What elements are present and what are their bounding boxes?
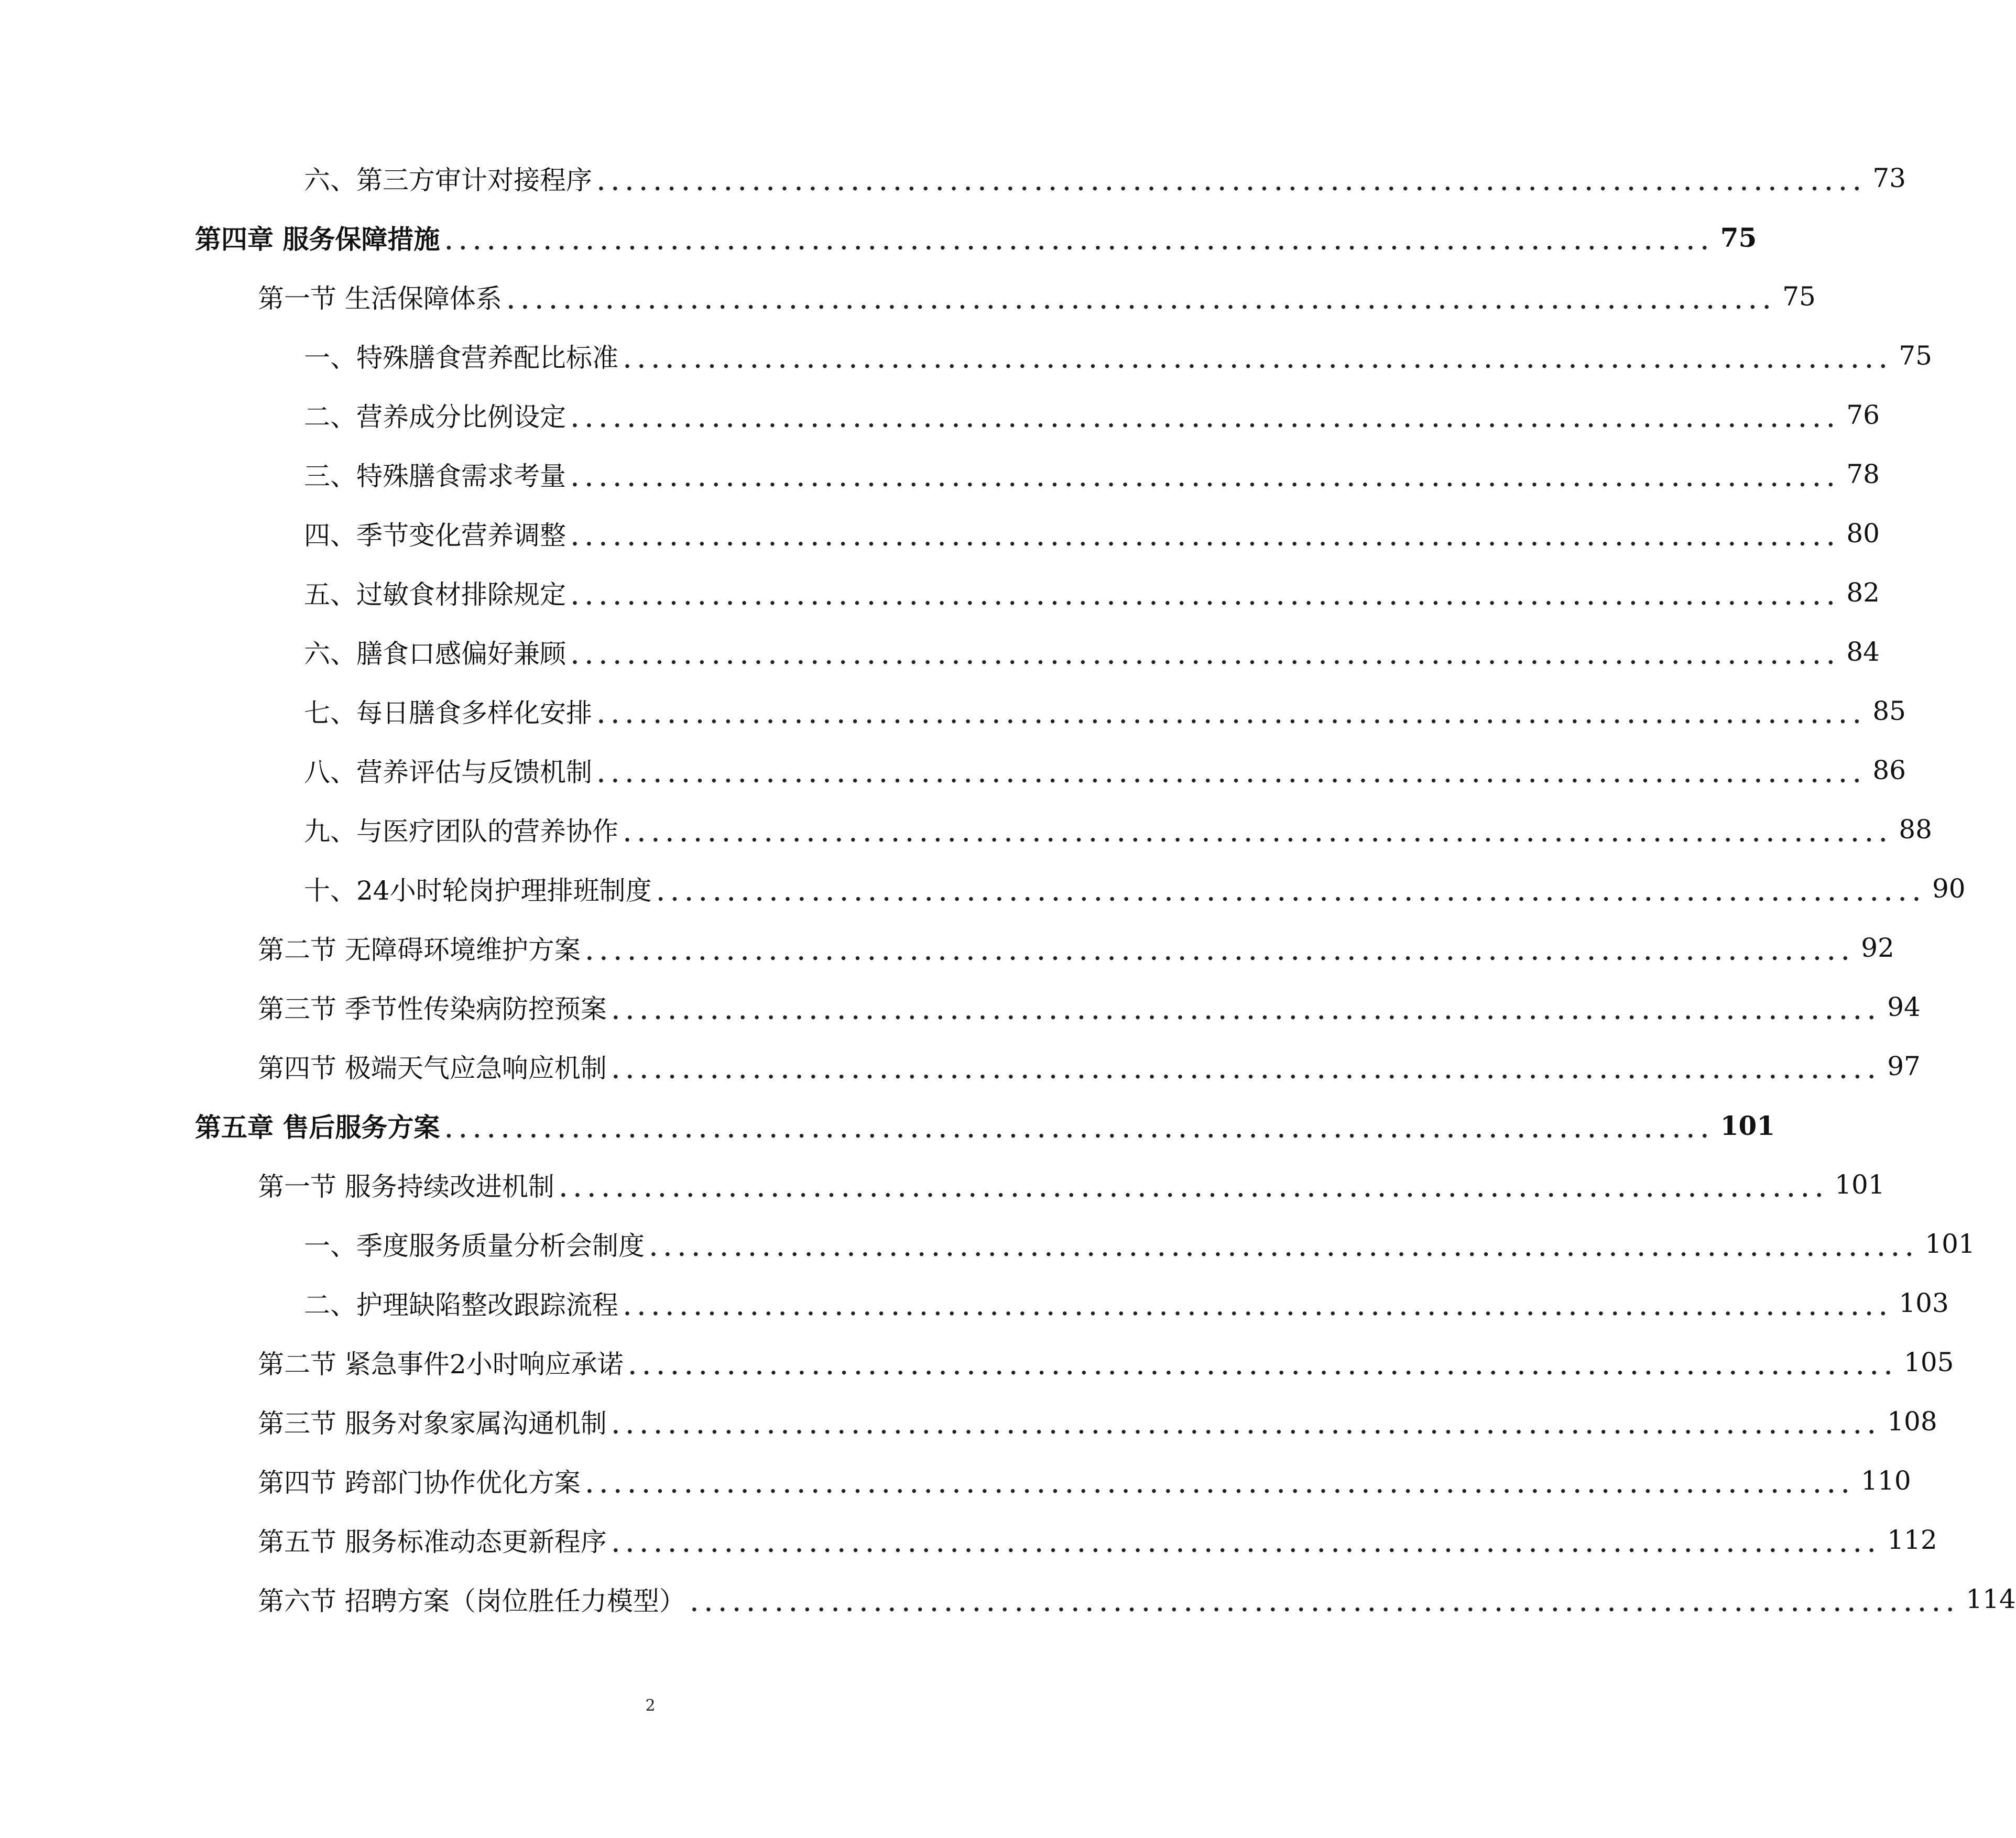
toc-entry-title: 十、24小时轮岗护理排班制度 xyxy=(304,876,652,906)
toc-dot-leader: .......................................................................................... xyxy=(624,1296,1894,1320)
toc-entry-title: 三、特殊膳食需求考量 xyxy=(304,461,566,491)
toc-entry-title: 第五章 售后服务方案 xyxy=(195,1112,440,1143)
toc-entry-title: 第三节 季节性传染病防控预案 xyxy=(258,994,607,1024)
toc-entry-title: 六、膳食口感偏好兼顾 xyxy=(304,639,566,669)
toc-entry-title: 四、季节变化营养调整 xyxy=(304,520,566,551)
toc-entry-section[interactable] xyxy=(258,1578,2016,1620)
toc-entry-page: 80 xyxy=(1846,518,1880,549)
toc-entry-page: 73 xyxy=(1872,163,1906,193)
toc-entry-section[interactable] xyxy=(258,1519,1937,1561)
toc-entry-page: 84 xyxy=(1846,637,1880,667)
toc-entry-title: 二、护理缺陷整改跟踪流程 xyxy=(304,1290,618,1320)
toc-dot-leader: .......................................................................................... xyxy=(690,1592,1961,1616)
toc-entry-title: 第四节 极端天气应急响应机制 xyxy=(258,1053,607,1084)
toc-entry-title: 第三节 服务对象家属沟通机制 xyxy=(258,1408,607,1439)
toc-dot-leader: .......................................................................................... xyxy=(628,1355,1899,1380)
toc-entry-page: 85 xyxy=(1872,696,1906,726)
toc-entry-page: 78 xyxy=(1846,459,1880,489)
toc-dot-leader: .......................................................................................... xyxy=(597,171,1868,195)
toc-entry[interactable] xyxy=(304,394,1880,436)
toc-entry-title: 七、每日膳食多样化安排 xyxy=(304,698,592,728)
toc-entry-title: 六、第三方审计对接程序 xyxy=(304,165,592,195)
toc-entry-chapter[interactable] xyxy=(195,216,1757,258)
toc-entry[interactable] xyxy=(304,1282,1949,1324)
toc-dot-leader: .......................................................................................... xyxy=(597,763,1868,787)
toc-entry[interactable] xyxy=(304,631,1880,673)
toc-dot-leader: .......................................................................................... xyxy=(624,822,1894,847)
toc-entry[interactable] xyxy=(304,1223,1975,1265)
toc-entry-section[interactable] xyxy=(258,927,1894,969)
toc-entry-page: 76 xyxy=(1846,400,1880,430)
toc-dot-leader: .......................................................................................... xyxy=(612,1059,1882,1084)
toc-dot-leader: .......................................................................................... xyxy=(585,940,1856,965)
toc-dot-leader: .......................................................................................... xyxy=(445,1118,1715,1143)
toc-entry-title: 第二节 紧急事件2小时响应承诺 xyxy=(258,1349,624,1380)
toc-entry[interactable] xyxy=(304,335,1932,377)
toc-entry-page: 82 xyxy=(1846,577,1880,608)
toc-dot-leader: .......................................................................................... xyxy=(507,289,1778,314)
toc-dot-leader: .......................................................................................... xyxy=(571,526,1841,551)
toc-entry-page: 75 xyxy=(1899,341,1932,371)
toc-entry[interactable] xyxy=(304,572,1880,614)
toc-entry-title: 第一节 生活保障体系 xyxy=(258,283,502,314)
toc-entry[interactable] xyxy=(304,453,1880,495)
toc-entry-title: 八、营养评估与反馈机制 xyxy=(304,757,592,787)
toc-dot-leader: .......................................................................................... xyxy=(571,585,1841,610)
toc-entry-page: 110 xyxy=(1861,1465,1911,1496)
toc-dot-leader: .......................................................................................... xyxy=(571,408,1841,432)
toc-entry-page: 86 xyxy=(1872,755,1906,785)
page-number: 2 xyxy=(645,1697,656,1715)
toc-entry[interactable] xyxy=(304,749,1906,791)
toc-entry[interactable] xyxy=(304,868,1966,910)
toc-entry-page: 97 xyxy=(1887,1051,1921,1081)
toc-dot-leader: .......................................................................................... xyxy=(650,1237,1920,1261)
toc-entry[interactable] xyxy=(304,512,1880,554)
toc-entry-page: 108 xyxy=(1887,1406,1937,1437)
toc-entry-page: 105 xyxy=(1904,1347,1954,1377)
toc-dot-leader: .......................................................................................... xyxy=(597,704,1868,728)
toc-dot-leader: .......................................................................................... xyxy=(612,1414,1882,1439)
toc-entry-page: 90 xyxy=(1932,873,1966,904)
toc-entry-page: 75 xyxy=(1720,222,1757,253)
toc-entry-section[interactable] xyxy=(258,276,1816,318)
toc-entry-title: 九、与医疗团队的营养协作 xyxy=(304,816,618,847)
toc-entry-page: 75 xyxy=(1782,281,1816,312)
toc-entry-chapter[interactable] xyxy=(195,1104,1775,1146)
toc-entry-section[interactable] xyxy=(258,1045,1921,1087)
toc-entry-page: 112 xyxy=(1887,1525,1937,1555)
toc-entry-title: 第二节 无障碍环境维护方案 xyxy=(258,935,581,965)
toc-dot-leader: .......................................................................................... xyxy=(571,644,1841,669)
toc-entry-page: 94 xyxy=(1887,992,1921,1022)
toc-entry-section[interactable] xyxy=(258,1460,1911,1502)
toc-entry-page: 101 xyxy=(1925,1229,1975,1259)
toc-entry-section[interactable] xyxy=(258,986,1921,1028)
toc-dot-leader: .......................................................................................... xyxy=(585,1473,1856,1498)
toc-entry-section[interactable] xyxy=(258,1341,1954,1383)
toc-entry[interactable] xyxy=(304,808,1932,850)
toc-entry-page: 92 xyxy=(1861,933,1894,963)
toc-entry-title: 第一节 服务持续改进机制 xyxy=(258,1172,554,1202)
toc-dot-leader: .......................................................................................... xyxy=(624,348,1894,373)
toc-entry-page: 103 xyxy=(1899,1288,1949,1318)
toc-entry-title: 二、营养成分比例设定 xyxy=(304,402,566,432)
toc-entry-page: 114 xyxy=(1966,1584,2016,1614)
toc-entry-title: 第五节 服务标准动态更新程序 xyxy=(258,1527,607,1557)
toc-entry-section[interactable] xyxy=(258,1401,1937,1442)
toc-entry-page: 101 xyxy=(1835,1169,1885,1200)
toc-entry-page: 88 xyxy=(1899,814,1932,845)
toc-dot-leader: .......................................................................................... xyxy=(612,1533,1882,1557)
toc-entry-page: 101 xyxy=(1720,1110,1775,1141)
toc-dot-leader: .......................................................................................... xyxy=(657,881,1927,906)
toc-entry-title: 第六节 招聘方案（岗位胜任力模型） xyxy=(258,1586,685,1616)
toc-dot-leader: .......................................................................................... xyxy=(612,1000,1882,1024)
toc-entry-title: 一、特殊膳食营养配比标准 xyxy=(304,343,618,373)
toc-entry-title: 第四节 跨部门协作优化方案 xyxy=(258,1468,581,1498)
toc-entry[interactable] xyxy=(304,690,1906,732)
toc-dot-leader: .......................................................................................... xyxy=(571,467,1841,491)
toc-entry-section[interactable] xyxy=(258,1164,1885,1206)
toc-dot-leader: .......................................................................................... xyxy=(559,1177,1830,1202)
toc-dot-leader: .......................................................................................... xyxy=(445,230,1715,255)
toc-entry-title: 五、过敏食材排除规定 xyxy=(304,579,566,610)
toc-entry-title: 第四章 服务保障措施 xyxy=(195,224,440,255)
toc-entry-title: 一、季度服务质量分析会制度 xyxy=(304,1231,645,1261)
toc-entry[interactable] xyxy=(304,157,1906,199)
